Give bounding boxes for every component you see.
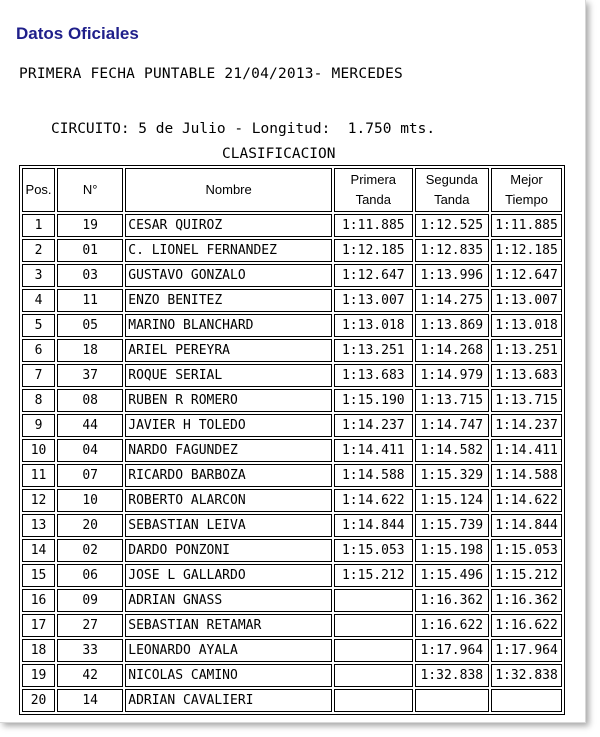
cell-second-heat: 1:16.622 [415, 614, 489, 637]
cell-best-time: 1:13.007 [491, 289, 562, 312]
table-row [22, 289, 562, 312]
cell-second-heat: 1:12.525 [415, 214, 489, 237]
cell-best-time: 1:13.683 [491, 364, 562, 387]
cell-first-heat: 1:14.622 [334, 489, 413, 512]
site-title: Datos Oficiales [16, 24, 139, 43]
table-row [22, 439, 562, 462]
cell-first-heat: 1:11.885 [334, 214, 413, 237]
cell-second-heat: 1:14.268 [415, 339, 489, 362]
cell-pos: 16 [22, 589, 55, 612]
results-table [19, 165, 565, 715]
header-best-time [491, 168, 562, 212]
table-row [22, 614, 562, 637]
section-title: CLASIFICACION [222, 146, 336, 162]
cell-best-time: 1:12.185 [491, 239, 562, 262]
cell-number: 02 [57, 539, 123, 562]
header-pos: Pos. [22, 168, 55, 212]
cell-first-heat: 1:13.018 [334, 314, 413, 337]
header-first-heat-line1: Primera [350, 172, 397, 187]
cell-pos: 10 [22, 439, 55, 462]
cell-number: 01 [57, 239, 123, 262]
cell-pos: 14 [22, 539, 55, 562]
cell-pos: 20 [22, 689, 55, 712]
cell-best-time: 1:14.411 [491, 439, 562, 462]
cell-best-time: 1:17.964 [491, 639, 562, 662]
results-body [22, 214, 562, 712]
table-row [22, 539, 562, 562]
cell-pos: 1 [22, 214, 55, 237]
cell-name: ARIEL PEREYRA [125, 339, 332, 362]
cell-name: LEONARDO AYALA [125, 639, 332, 662]
cell-first-heat: 1:12.185 [334, 239, 413, 262]
cell-second-heat: 1:16.362 [415, 589, 489, 612]
header-best-time-line2: Tiempo [505, 192, 548, 207]
cell-second-heat [415, 689, 489, 712]
cell-best-time: 1:14.588 [491, 464, 562, 487]
cell-second-heat: 1:15.329 [415, 464, 489, 487]
table-row [22, 239, 562, 262]
cell-first-heat: 1:15.190 [334, 389, 413, 412]
cell-name: C. LIONEL FERNANDEZ [125, 239, 332, 262]
cell-best-time: 1:14.622 [491, 489, 562, 512]
cell-name: CESAR QUIROZ [125, 214, 332, 237]
cell-pos: 19 [22, 664, 55, 687]
table-row [22, 214, 562, 237]
cell-pos: 7 [22, 364, 55, 387]
cell-pos: 17 [22, 614, 55, 637]
cell-pos: 9 [22, 414, 55, 437]
table-row [22, 464, 562, 487]
cell-pos: 8 [22, 389, 55, 412]
header-best-time-line1: Mejor [510, 172, 543, 187]
cell-first-heat: 1:14.237 [334, 414, 413, 437]
cell-name: ENZO BENITEZ [125, 289, 332, 312]
cell-number: 44 [57, 414, 123, 437]
cell-first-heat [334, 664, 413, 687]
table-row [22, 514, 562, 537]
cell-best-time: 1:14.844 [491, 514, 562, 537]
cell-second-heat: 1:14.582 [415, 439, 489, 462]
table-row [22, 564, 562, 587]
cell-second-heat: 1:15.739 [415, 514, 489, 537]
cell-best-time: 1:32.838 [491, 664, 562, 687]
table-row [22, 264, 562, 287]
cell-second-heat: 1:17.964 [415, 639, 489, 662]
cell-first-heat: 1:14.844 [334, 514, 413, 537]
cell-pos: 4 [22, 289, 55, 312]
cell-number: 42 [57, 664, 123, 687]
cell-first-heat: 1:14.411 [334, 439, 413, 462]
cell-number: 04 [57, 439, 123, 462]
cell-first-heat: 1:13.683 [334, 364, 413, 387]
event-heading: PRIMERA FECHA PUNTABLE 21/04/2013- MERCEDES [19, 66, 403, 82]
cell-best-time: 1:15.053 [491, 539, 562, 562]
circuit-info: CIRCUITO: 5 de Julio - Longitud: 1.750 mts. [51, 121, 436, 137]
cell-number: 03 [57, 264, 123, 287]
cell-number: 19 [57, 214, 123, 237]
cell-second-heat: 1:13.996 [415, 264, 489, 287]
cell-best-time [491, 689, 562, 712]
cell-second-heat: 1:15.496 [415, 564, 489, 587]
table-row [22, 414, 562, 437]
table-row [22, 389, 562, 412]
table-row [22, 364, 562, 387]
cell-name: DARDO PONZONI [125, 539, 332, 562]
table-row [22, 664, 562, 687]
cell-number: 06 [57, 564, 123, 587]
cell-name: GUSTAVO GONZALO [125, 264, 332, 287]
cell-first-heat [334, 589, 413, 612]
cell-first-heat [334, 639, 413, 662]
cell-second-heat: 1:32.838 [415, 664, 489, 687]
cell-second-heat: 1:13.869 [415, 314, 489, 337]
cell-first-heat [334, 614, 413, 637]
cell-number: 05 [57, 314, 123, 337]
cell-number: 07 [57, 464, 123, 487]
cell-best-time: 1:13.251 [491, 339, 562, 362]
header-second-heat [415, 168, 489, 212]
cell-number: 20 [57, 514, 123, 537]
cell-name: ROQUE SERIAL [125, 364, 332, 387]
table-row [22, 589, 562, 612]
cell-best-time: 1:13.715 [491, 389, 562, 412]
cell-name: JOSE L GALLARDO [125, 564, 332, 587]
cell-first-heat [334, 689, 413, 712]
cell-best-time: 1:16.362 [491, 589, 562, 612]
cell-number: 27 [57, 614, 123, 637]
cell-best-time: 1:14.237 [491, 414, 562, 437]
cell-name: RICARDO BARBOZA [125, 464, 332, 487]
cell-first-heat: 1:13.251 [334, 339, 413, 362]
cell-number: 11 [57, 289, 123, 312]
cell-name: ADRIAN GNASS [125, 589, 332, 612]
cell-name: NARDO FAGUNDEZ [125, 439, 332, 462]
header-first-heat-line2: Tanda [355, 192, 391, 207]
cell-best-time: 1:13.018 [491, 314, 562, 337]
cell-best-time: 1:11.885 [491, 214, 562, 237]
cell-pos: 2 [22, 239, 55, 262]
cell-second-heat: 1:15.124 [415, 489, 489, 512]
cell-first-heat: 1:12.647 [334, 264, 413, 287]
cell-first-heat: 1:14.588 [334, 464, 413, 487]
cell-pos: 13 [22, 514, 55, 537]
cell-number: 33 [57, 639, 123, 662]
cell-second-heat: 1:14.275 [415, 289, 489, 312]
table-header-row [22, 168, 562, 212]
cell-second-heat: 1:13.715 [415, 389, 489, 412]
cell-number: 37 [57, 364, 123, 387]
cell-pos: 3 [22, 264, 55, 287]
cell-first-heat: 1:15.053 [334, 539, 413, 562]
cell-first-heat: 1:13.007 [334, 289, 413, 312]
cell-number: 08 [57, 389, 123, 412]
cell-name: SEBASTIAN LEIVA [125, 514, 332, 537]
cell-pos: 11 [22, 464, 55, 487]
cell-best-time: 1:15.212 [491, 564, 562, 587]
cell-name: MARINO BLANCHARD [125, 314, 332, 337]
cell-name: SEBASTIAN RETAMAR [125, 614, 332, 637]
cell-number: 14 [57, 689, 123, 712]
cell-name: NICOLAS CAMINO [125, 664, 332, 687]
table-row [22, 639, 562, 662]
header-second-heat-line2: Tanda [434, 192, 470, 207]
table-row [22, 689, 562, 712]
cell-best-time: 1:16.622 [491, 614, 562, 637]
cell-name: ADRIAN CAVALIERI [125, 689, 332, 712]
cell-number: 10 [57, 489, 123, 512]
cell-pos: 6 [22, 339, 55, 362]
cell-pos: 12 [22, 489, 55, 512]
header-name: Nombre [125, 168, 332, 212]
cell-pos: 18 [22, 639, 55, 662]
cell-pos: 15 [22, 564, 55, 587]
cell-name: RUBEN R ROMERO [125, 389, 332, 412]
table-row [22, 489, 562, 512]
cell-first-heat: 1:15.212 [334, 564, 413, 587]
header-second-heat-line1: Segunda [425, 172, 478, 187]
cell-second-heat: 1:14.747 [415, 414, 489, 437]
cell-pos: 5 [22, 314, 55, 337]
header-first-heat [334, 168, 413, 212]
cell-number: 09 [57, 589, 123, 612]
cell-second-heat: 1:15.198 [415, 539, 489, 562]
table-row [22, 314, 562, 337]
cell-number: 18 [57, 339, 123, 362]
cell-name: JAVIER H TOLEDO [125, 414, 332, 437]
header-number: N° [57, 168, 123, 212]
cell-best-time: 1:12.647 [491, 264, 562, 287]
cell-name: ROBERTO ALARCON [125, 489, 332, 512]
cell-second-heat: 1:12.835 [415, 239, 489, 262]
cell-second-heat: 1:14.979 [415, 364, 489, 387]
table-row [22, 339, 562, 362]
